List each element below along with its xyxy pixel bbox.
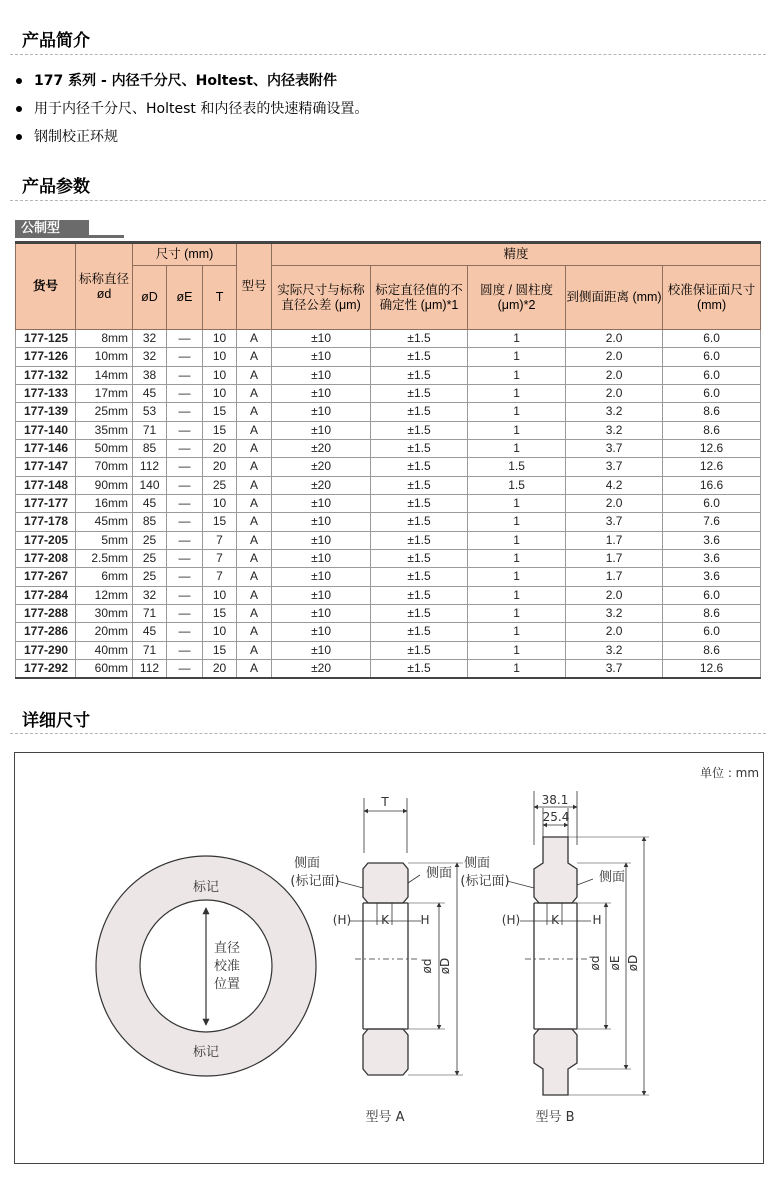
table-cell: A bbox=[237, 641, 272, 659]
table-cell: 32 bbox=[133, 348, 167, 366]
table-cell: ±1.5 bbox=[371, 439, 468, 457]
col-header-roundness: 圆度 / 圆柱度 (μm)*2 bbox=[468, 266, 566, 330]
table-cell: — bbox=[167, 421, 203, 439]
table-cell: — bbox=[167, 531, 203, 549]
table-cell: ±1.5 bbox=[371, 549, 468, 567]
type-b-side-right: 侧面 bbox=[598, 870, 626, 885]
table-cell: ±10 bbox=[272, 513, 371, 531]
type-b-H-right: H bbox=[592, 913, 602, 927]
table-cell: 3.7 bbox=[566, 659, 663, 678]
table-cell: 1 bbox=[468, 641, 566, 659]
col-header-calibration-face: 校准保证面尺寸 (mm) bbox=[663, 266, 761, 330]
col-header-oE: øE bbox=[167, 266, 203, 330]
table-cell: 16.6 bbox=[663, 476, 761, 494]
table-cell: 7 bbox=[203, 531, 237, 549]
table-cell: 2.0 bbox=[566, 384, 663, 402]
table-cell: 12.6 bbox=[663, 439, 761, 457]
table-cell: 1 bbox=[468, 366, 566, 384]
table-cell: 25 bbox=[203, 476, 237, 494]
table-cell: ±10 bbox=[272, 421, 371, 439]
table-cell: 4.2 bbox=[566, 476, 663, 494]
table-cell: — bbox=[167, 513, 203, 531]
table-cell: ±10 bbox=[272, 366, 371, 384]
table-cell: 140 bbox=[133, 476, 167, 494]
table-cell: ±1.5 bbox=[371, 568, 468, 586]
table-cell: 8.6 bbox=[663, 604, 761, 622]
table-cell: A bbox=[237, 403, 272, 421]
table-cell: 1 bbox=[468, 659, 566, 678]
table-cell: 1 bbox=[468, 531, 566, 549]
table-cell: 70mm bbox=[76, 458, 133, 476]
table-cell: 3.2 bbox=[566, 403, 663, 421]
table-cell: 2.0 bbox=[566, 623, 663, 641]
table-cell: 177-178 bbox=[16, 513, 76, 531]
table-cell: 1 bbox=[468, 348, 566, 366]
table-cell: 177-148 bbox=[16, 476, 76, 494]
table-cell: — bbox=[167, 330, 203, 348]
intro-bullet: 177 系列 - 内径千分尺、Holtest、内径表附件 bbox=[12, 70, 762, 98]
table-cell: 8.6 bbox=[663, 403, 761, 421]
table-row bbox=[16, 348, 761, 366]
tab-underline bbox=[89, 235, 124, 238]
ring-mark-bottom: 标记 bbox=[192, 1045, 220, 1060]
type-a-H-right: H bbox=[420, 913, 430, 927]
intro-bullet-list bbox=[12, 70, 762, 154]
table-cell: A bbox=[237, 659, 272, 678]
table-cell: — bbox=[167, 623, 203, 641]
table-cell: 8.6 bbox=[663, 421, 761, 439]
table-cell: ±1.5 bbox=[371, 604, 468, 622]
table-cell: 38 bbox=[133, 366, 167, 384]
intro-bullet: 用于内径千分尺、Holtest 和内径表的快速精确设置。 bbox=[12, 98, 762, 126]
type-b-dim-outer: 38.1 bbox=[541, 793, 569, 807]
table-cell: 1.5 bbox=[468, 476, 566, 494]
table-cell: 8.6 bbox=[663, 641, 761, 659]
table-cell: — bbox=[167, 549, 203, 567]
table-cell: 10 bbox=[203, 384, 237, 402]
table-cell: 3.2 bbox=[566, 641, 663, 659]
table-cell: 10 bbox=[203, 348, 237, 366]
table-row bbox=[16, 586, 761, 604]
table-cell: — bbox=[167, 586, 203, 604]
table-cell: 177-177 bbox=[16, 494, 76, 512]
table-cell: A bbox=[237, 348, 272, 366]
type-b-oE: øE bbox=[608, 955, 622, 971]
table-cell: 177-133 bbox=[16, 384, 76, 402]
table-cell: 6.0 bbox=[663, 348, 761, 366]
type-b-section bbox=[460, 791, 649, 1125]
table-cell: 112 bbox=[133, 659, 167, 678]
table-cell: 15 bbox=[203, 604, 237, 622]
table-cell: ±1.5 bbox=[371, 348, 468, 366]
table-cell: A bbox=[237, 421, 272, 439]
table-cell: 6.0 bbox=[663, 586, 761, 604]
col-header-T: T bbox=[203, 266, 237, 330]
table-cell: ±1.5 bbox=[371, 641, 468, 659]
table-cell: 85 bbox=[133, 439, 167, 457]
table-cell: — bbox=[167, 641, 203, 659]
table-cell: — bbox=[167, 439, 203, 457]
table-cell: 2.0 bbox=[566, 348, 663, 366]
table-cell: 6mm bbox=[76, 568, 133, 586]
type-a-oD: øD bbox=[438, 957, 452, 975]
table-cell: 15 bbox=[203, 403, 237, 421]
table-cell: 25 bbox=[133, 531, 167, 549]
type-a-side-left: 侧面 bbox=[293, 856, 321, 871]
table-cell: ±10 bbox=[272, 568, 371, 586]
table-cell: ±1.5 bbox=[371, 330, 468, 348]
table-cell: 177-125 bbox=[16, 330, 76, 348]
table-cell: 177-146 bbox=[16, 439, 76, 457]
table-cell: 53 bbox=[133, 403, 167, 421]
table-cell: ±10 bbox=[272, 494, 371, 512]
table-cell: 177-140 bbox=[16, 421, 76, 439]
col-header-code: 货号 bbox=[16, 243, 76, 330]
type-b-side-left-mark: (标记面) bbox=[460, 874, 510, 889]
type-a-side-left-mark: (标记面) bbox=[290, 874, 340, 889]
table-cell: 1 bbox=[468, 604, 566, 622]
table-cell: 177-208 bbox=[16, 549, 76, 567]
section-divider bbox=[10, 54, 766, 55]
table-cell: 1 bbox=[468, 421, 566, 439]
table-cell: 10mm bbox=[76, 348, 133, 366]
table-cell: A bbox=[237, 568, 272, 586]
table-cell: — bbox=[167, 348, 203, 366]
table-cell: ±10 bbox=[272, 604, 371, 622]
table-cell: 1 bbox=[468, 586, 566, 604]
table-cell: 30mm bbox=[76, 604, 133, 622]
table-cell: 10 bbox=[203, 366, 237, 384]
table-cell: 1 bbox=[468, 568, 566, 586]
table-cell: 1 bbox=[468, 384, 566, 402]
table-cell: ±20 bbox=[272, 476, 371, 494]
table-cell: A bbox=[237, 623, 272, 641]
table-cell: 6.0 bbox=[663, 384, 761, 402]
table-cell: 2.0 bbox=[566, 494, 663, 512]
table-cell: 25mm bbox=[76, 403, 133, 421]
table-cell: 3.7 bbox=[566, 513, 663, 531]
table-cell: — bbox=[167, 476, 203, 494]
ring-mark-top: 标记 bbox=[192, 880, 220, 895]
table-cell: ±20 bbox=[272, 659, 371, 678]
spec-table bbox=[15, 241, 761, 679]
table-cell: 3.2 bbox=[566, 421, 663, 439]
table-cell: ±10 bbox=[272, 384, 371, 402]
table-cell: 1 bbox=[468, 403, 566, 421]
table-cell: ±1.5 bbox=[371, 476, 468, 494]
table-cell: 1 bbox=[468, 439, 566, 457]
section-title-params: 产品参数 bbox=[22, 177, 90, 197]
section-title-intro: 产品简介 bbox=[22, 31, 90, 51]
section-divider bbox=[10, 733, 766, 734]
table-cell: ±1.5 bbox=[371, 513, 468, 531]
table-cell: — bbox=[167, 403, 203, 421]
table-cell: ±1.5 bbox=[371, 586, 468, 604]
table-cell: ±10 bbox=[272, 403, 371, 421]
table-cell: 3.6 bbox=[663, 568, 761, 586]
table-row bbox=[16, 458, 761, 476]
table-cell: 8mm bbox=[76, 330, 133, 348]
table-cell: 3.6 bbox=[663, 531, 761, 549]
table-row bbox=[16, 659, 761, 678]
table-row bbox=[16, 549, 761, 567]
table-cell: ±1.5 bbox=[371, 421, 468, 439]
table-cell: 10 bbox=[203, 586, 237, 604]
type-a-od: ød bbox=[420, 958, 434, 974]
table-row bbox=[16, 384, 761, 402]
table-cell: ±1.5 bbox=[371, 659, 468, 678]
col-header-type: 型号 bbox=[237, 243, 272, 330]
type-a-dim-T: T bbox=[381, 795, 389, 809]
table-cell: ±20 bbox=[272, 458, 371, 476]
table-cell: 20 bbox=[203, 659, 237, 678]
type-a-caption: 型号 A bbox=[365, 1110, 405, 1125]
table-cell: 10 bbox=[203, 330, 237, 348]
table-cell: 1.5 bbox=[468, 458, 566, 476]
table-row bbox=[16, 531, 761, 549]
table-cell: 2.0 bbox=[566, 330, 663, 348]
table-cell: 7.6 bbox=[663, 513, 761, 531]
table-cell: 3.7 bbox=[566, 458, 663, 476]
col-header-oD: øD bbox=[133, 266, 167, 330]
table-cell: 177-147 bbox=[16, 458, 76, 476]
table-cell: 15 bbox=[203, 421, 237, 439]
table-cell: A bbox=[237, 513, 272, 531]
table-row bbox=[16, 494, 761, 512]
col-header-tolerance: 实际尺寸与标称直径公差 (μm) bbox=[272, 266, 371, 330]
table-cell: A bbox=[237, 586, 272, 604]
table-cell: 6.0 bbox=[663, 330, 761, 348]
table-cell: 6.0 bbox=[663, 494, 761, 512]
table-cell: ±1.5 bbox=[371, 366, 468, 384]
table-cell: 177-139 bbox=[16, 403, 76, 421]
table-cell: 1 bbox=[468, 494, 566, 512]
table-cell: 1.7 bbox=[566, 531, 663, 549]
type-a-K: K bbox=[381, 913, 389, 927]
table-cell: 40mm bbox=[76, 641, 133, 659]
table-row bbox=[16, 421, 761, 439]
table-cell: 7 bbox=[203, 549, 237, 567]
table-cell: 6.0 bbox=[663, 366, 761, 384]
table-cell: 1.7 bbox=[566, 568, 663, 586]
table-cell: 7 bbox=[203, 568, 237, 586]
type-b-side-left: 侧面 bbox=[463, 856, 491, 871]
table-cell: 90mm bbox=[76, 476, 133, 494]
table-cell: 10 bbox=[203, 494, 237, 512]
unit-label: 单位 : mm bbox=[700, 766, 760, 780]
table-cell: — bbox=[167, 458, 203, 476]
col-header-nominal: 标称直径 ød bbox=[76, 243, 133, 330]
col-header-uncertainty: 标定直径值的不确定性 (μm)*1 bbox=[371, 266, 468, 330]
col-group-size: 尺寸 (mm) bbox=[133, 243, 237, 266]
table-cell: 15 bbox=[203, 513, 237, 531]
table-cell: 1 bbox=[468, 549, 566, 567]
table-cell: ±1.5 bbox=[371, 623, 468, 641]
table-row bbox=[16, 513, 761, 531]
table-row bbox=[16, 439, 761, 457]
table-row bbox=[16, 641, 761, 659]
table-cell: 71 bbox=[133, 421, 167, 439]
table-cell: 5mm bbox=[76, 531, 133, 549]
table-cell: 32 bbox=[133, 586, 167, 604]
table-cell: ±1.5 bbox=[371, 531, 468, 549]
table-cell: 177-292 bbox=[16, 659, 76, 678]
table-cell: 45 bbox=[133, 494, 167, 512]
table-cell: A bbox=[237, 531, 272, 549]
type-b-dim-inner: 25.4 bbox=[542, 810, 570, 824]
table-cell: ±10 bbox=[272, 531, 371, 549]
table-cell: 12.6 bbox=[663, 458, 761, 476]
table-cell: 177-126 bbox=[16, 348, 76, 366]
spec-table-body bbox=[16, 330, 761, 678]
table-cell: 45 bbox=[133, 384, 167, 402]
section-divider bbox=[10, 200, 766, 201]
table-cell: A bbox=[237, 494, 272, 512]
type-b-od: ød bbox=[588, 955, 602, 971]
table-cell: 20mm bbox=[76, 623, 133, 641]
table-cell: 85 bbox=[133, 513, 167, 531]
table-cell: 45mm bbox=[76, 513, 133, 531]
table-cell: 3.6 bbox=[663, 549, 761, 567]
table-cell: ±20 bbox=[272, 439, 371, 457]
table-cell: — bbox=[167, 659, 203, 678]
table-cell: — bbox=[167, 568, 203, 586]
type-a-H-left: (H) bbox=[332, 913, 352, 927]
metric-type-tab: 公制型 bbox=[15, 220, 89, 238]
table-cell: 6.0 bbox=[663, 623, 761, 641]
table-cell: ±1.5 bbox=[371, 384, 468, 402]
table-cell: 17mm bbox=[76, 384, 133, 402]
table-cell: ±10 bbox=[272, 641, 371, 659]
ring-center-label: 校准 bbox=[213, 959, 241, 974]
table-cell: 10 bbox=[203, 623, 237, 641]
table-cell: A bbox=[237, 549, 272, 567]
table-cell: A bbox=[237, 330, 272, 348]
table-cell: 32 bbox=[133, 330, 167, 348]
col-group-accuracy: 精度 bbox=[272, 243, 761, 266]
table-cell: 14mm bbox=[76, 366, 133, 384]
table-cell: 112 bbox=[133, 458, 167, 476]
table-cell: 3.7 bbox=[566, 439, 663, 457]
table-cell: 16mm bbox=[76, 494, 133, 512]
table-cell: A bbox=[237, 604, 272, 622]
col-header-side-distance: 到侧面距离 (mm) bbox=[566, 266, 663, 330]
intro-bullet: 钢制校正环规 bbox=[12, 126, 762, 154]
table-cell: 25 bbox=[133, 549, 167, 567]
type-b-oD: øD bbox=[626, 954, 640, 972]
ring-center-label: 直径 bbox=[213, 941, 241, 956]
table-cell: 1 bbox=[468, 513, 566, 531]
table-cell: — bbox=[167, 494, 203, 512]
table-row bbox=[16, 604, 761, 622]
type-b-H-left: (H) bbox=[501, 913, 521, 927]
table-cell: ±10 bbox=[272, 623, 371, 641]
table-cell: ±1.5 bbox=[371, 494, 468, 512]
ring-front-view bbox=[96, 856, 316, 1076]
table-cell: 1.7 bbox=[566, 549, 663, 567]
type-b-caption: 型号 B bbox=[535, 1110, 575, 1125]
table-cell: 177-290 bbox=[16, 641, 76, 659]
table-cell: 12mm bbox=[76, 586, 133, 604]
table-cell: 20 bbox=[203, 439, 237, 457]
table-cell: — bbox=[167, 366, 203, 384]
table-cell: 71 bbox=[133, 604, 167, 622]
table-cell: A bbox=[237, 366, 272, 384]
table-cell: ±1.5 bbox=[371, 458, 468, 476]
table-cell: A bbox=[237, 384, 272, 402]
table-cell: 15 bbox=[203, 641, 237, 659]
table-cell: A bbox=[237, 439, 272, 457]
table-row bbox=[16, 403, 761, 421]
table-cell: 2.5mm bbox=[76, 549, 133, 567]
table-cell: 71 bbox=[133, 641, 167, 659]
table-cell: 177-205 bbox=[16, 531, 76, 549]
table-cell: 3.2 bbox=[566, 604, 663, 622]
table-cell: A bbox=[237, 458, 272, 476]
table-cell: 50mm bbox=[76, 439, 133, 457]
table-cell: 2.0 bbox=[566, 586, 663, 604]
table-cell: ±1.5 bbox=[371, 403, 468, 421]
table-cell: 1 bbox=[468, 623, 566, 641]
table-row bbox=[16, 330, 761, 348]
ring-center-label: 位置 bbox=[213, 977, 241, 992]
table-cell: ±10 bbox=[272, 549, 371, 567]
table-cell: 1 bbox=[468, 330, 566, 348]
table-cell: 12.6 bbox=[663, 659, 761, 678]
table-cell: A bbox=[237, 476, 272, 494]
table-cell: 45 bbox=[133, 623, 167, 641]
table-row bbox=[16, 476, 761, 494]
table-cell: 177-132 bbox=[16, 366, 76, 384]
table-cell: ±10 bbox=[272, 330, 371, 348]
table-cell: 25 bbox=[133, 568, 167, 586]
table-cell: 177-288 bbox=[16, 604, 76, 622]
table-row bbox=[16, 366, 761, 384]
table-cell: ±10 bbox=[272, 348, 371, 366]
table-cell: — bbox=[167, 604, 203, 622]
table-cell: 35mm bbox=[76, 421, 133, 439]
table-cell: 2.0 bbox=[566, 366, 663, 384]
table-cell: 20 bbox=[203, 458, 237, 476]
table-row bbox=[16, 623, 761, 641]
table-cell: ±10 bbox=[272, 586, 371, 604]
table-cell: 177-284 bbox=[16, 586, 76, 604]
table-row bbox=[16, 568, 761, 586]
table-cell: 177-286 bbox=[16, 623, 76, 641]
section-title-detail: 详细尺寸 bbox=[22, 711, 90, 731]
table-cell: 60mm bbox=[76, 659, 133, 678]
dimension-diagram bbox=[15, 753, 763, 1163]
table-cell: — bbox=[167, 384, 203, 402]
table-cell: 177-267 bbox=[16, 568, 76, 586]
type-b-K: K bbox=[551, 913, 559, 927]
type-a-side-right: 侧面 bbox=[425, 866, 453, 881]
